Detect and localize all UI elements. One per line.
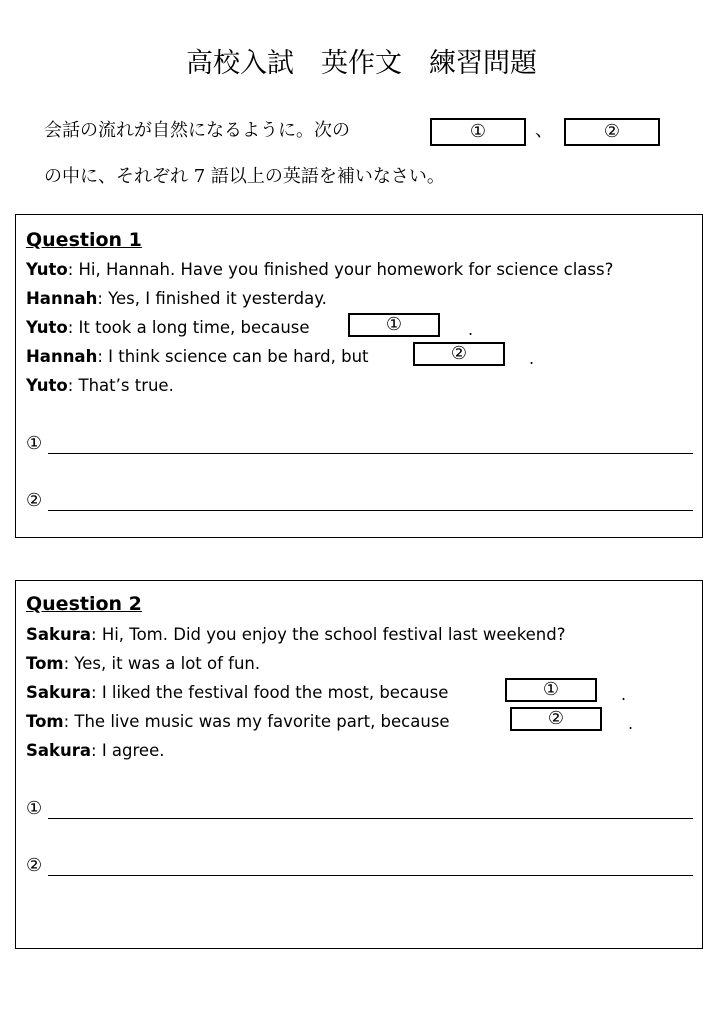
speaker-name: Sakura [26,683,92,702]
answer-line-1[interactable] [48,818,693,819]
speaker-name: Tom [26,654,64,673]
instruction-box-1: ① [430,118,526,146]
speaker-name: Hannah [26,347,98,366]
dialogue-line [26,711,450,733]
answer-label-1: ① [26,798,43,819]
page-title: 高校入試 英作文 練習問題 [186,48,537,79]
dialogue-line [26,740,164,762]
question-2-title: Question 2 [26,593,142,615]
dialogue-line [26,653,260,675]
dialogue-text: : The live music was my favorite part, because [63,712,450,731]
speaker-name: Tom [26,712,64,731]
dialogue-text: : I liked the festival food the most, because [91,683,449,702]
sentence-period: . [529,349,535,368]
answer-blank-1: ① [505,678,597,702]
answer-label-1: ① [26,433,43,454]
dialogue-text: : I agree. [91,741,165,760]
sentence-period: . [621,685,627,704]
dialogue-line [26,317,310,339]
dialogue-text: : That’s true. [67,376,174,395]
speaker-name: Sakura [26,741,92,760]
speaker-name: Hannah [26,289,98,308]
question-1-title: Question 1 [26,229,142,251]
question-2-box [15,580,703,949]
dialogue-line [26,624,566,646]
dialogue-text: : Yes, it was a lot of fun. [63,654,261,673]
dialogue-line [26,682,448,704]
dialogue-line [26,346,369,368]
answer-line-2[interactable] [48,875,693,876]
speaker-name: Yuto [26,376,68,395]
dialogue-line [26,288,327,310]
sentence-period: . [628,714,634,733]
answer-label-2: ② [26,490,43,511]
dialogue-text: : It took a long time, because [67,318,310,337]
answer-blank-2: ② [413,342,505,366]
dialogue-text: : I think science can be hard, but [97,347,369,366]
answer-line-2[interactable] [48,510,693,511]
answer-label-2: ② [26,855,43,876]
dialogue-line [26,259,613,281]
instruction-box-2: ② [564,118,660,146]
dialogue-line [26,375,174,397]
answer-blank-2: ② [510,707,602,731]
instruction-separator: 、 [535,120,553,141]
dialogue-text: : Hi, Tom. Did you enjoy the school festival last weekend? [91,625,566,644]
answer-blank-1: ① [348,313,440,337]
instruction-line-2: の中に、それぞれ 7 語以上の英語を補いなさい。 [44,166,445,187]
speaker-name: Yuto [26,318,68,337]
speaker-name: Yuto [26,260,68,279]
instruction-line-1: 会話の流れが自然になるように。次の [44,120,350,141]
sentence-period: . [468,320,474,339]
question-1-box [15,214,703,538]
speaker-name: Sakura [26,625,92,644]
answer-line-1[interactable] [48,453,693,454]
dialogue-text: : Yes, I finished it yesterday. [97,289,327,308]
dialogue-text: : Hi, Hannah. Have you finished your homework for science class? [67,260,614,279]
